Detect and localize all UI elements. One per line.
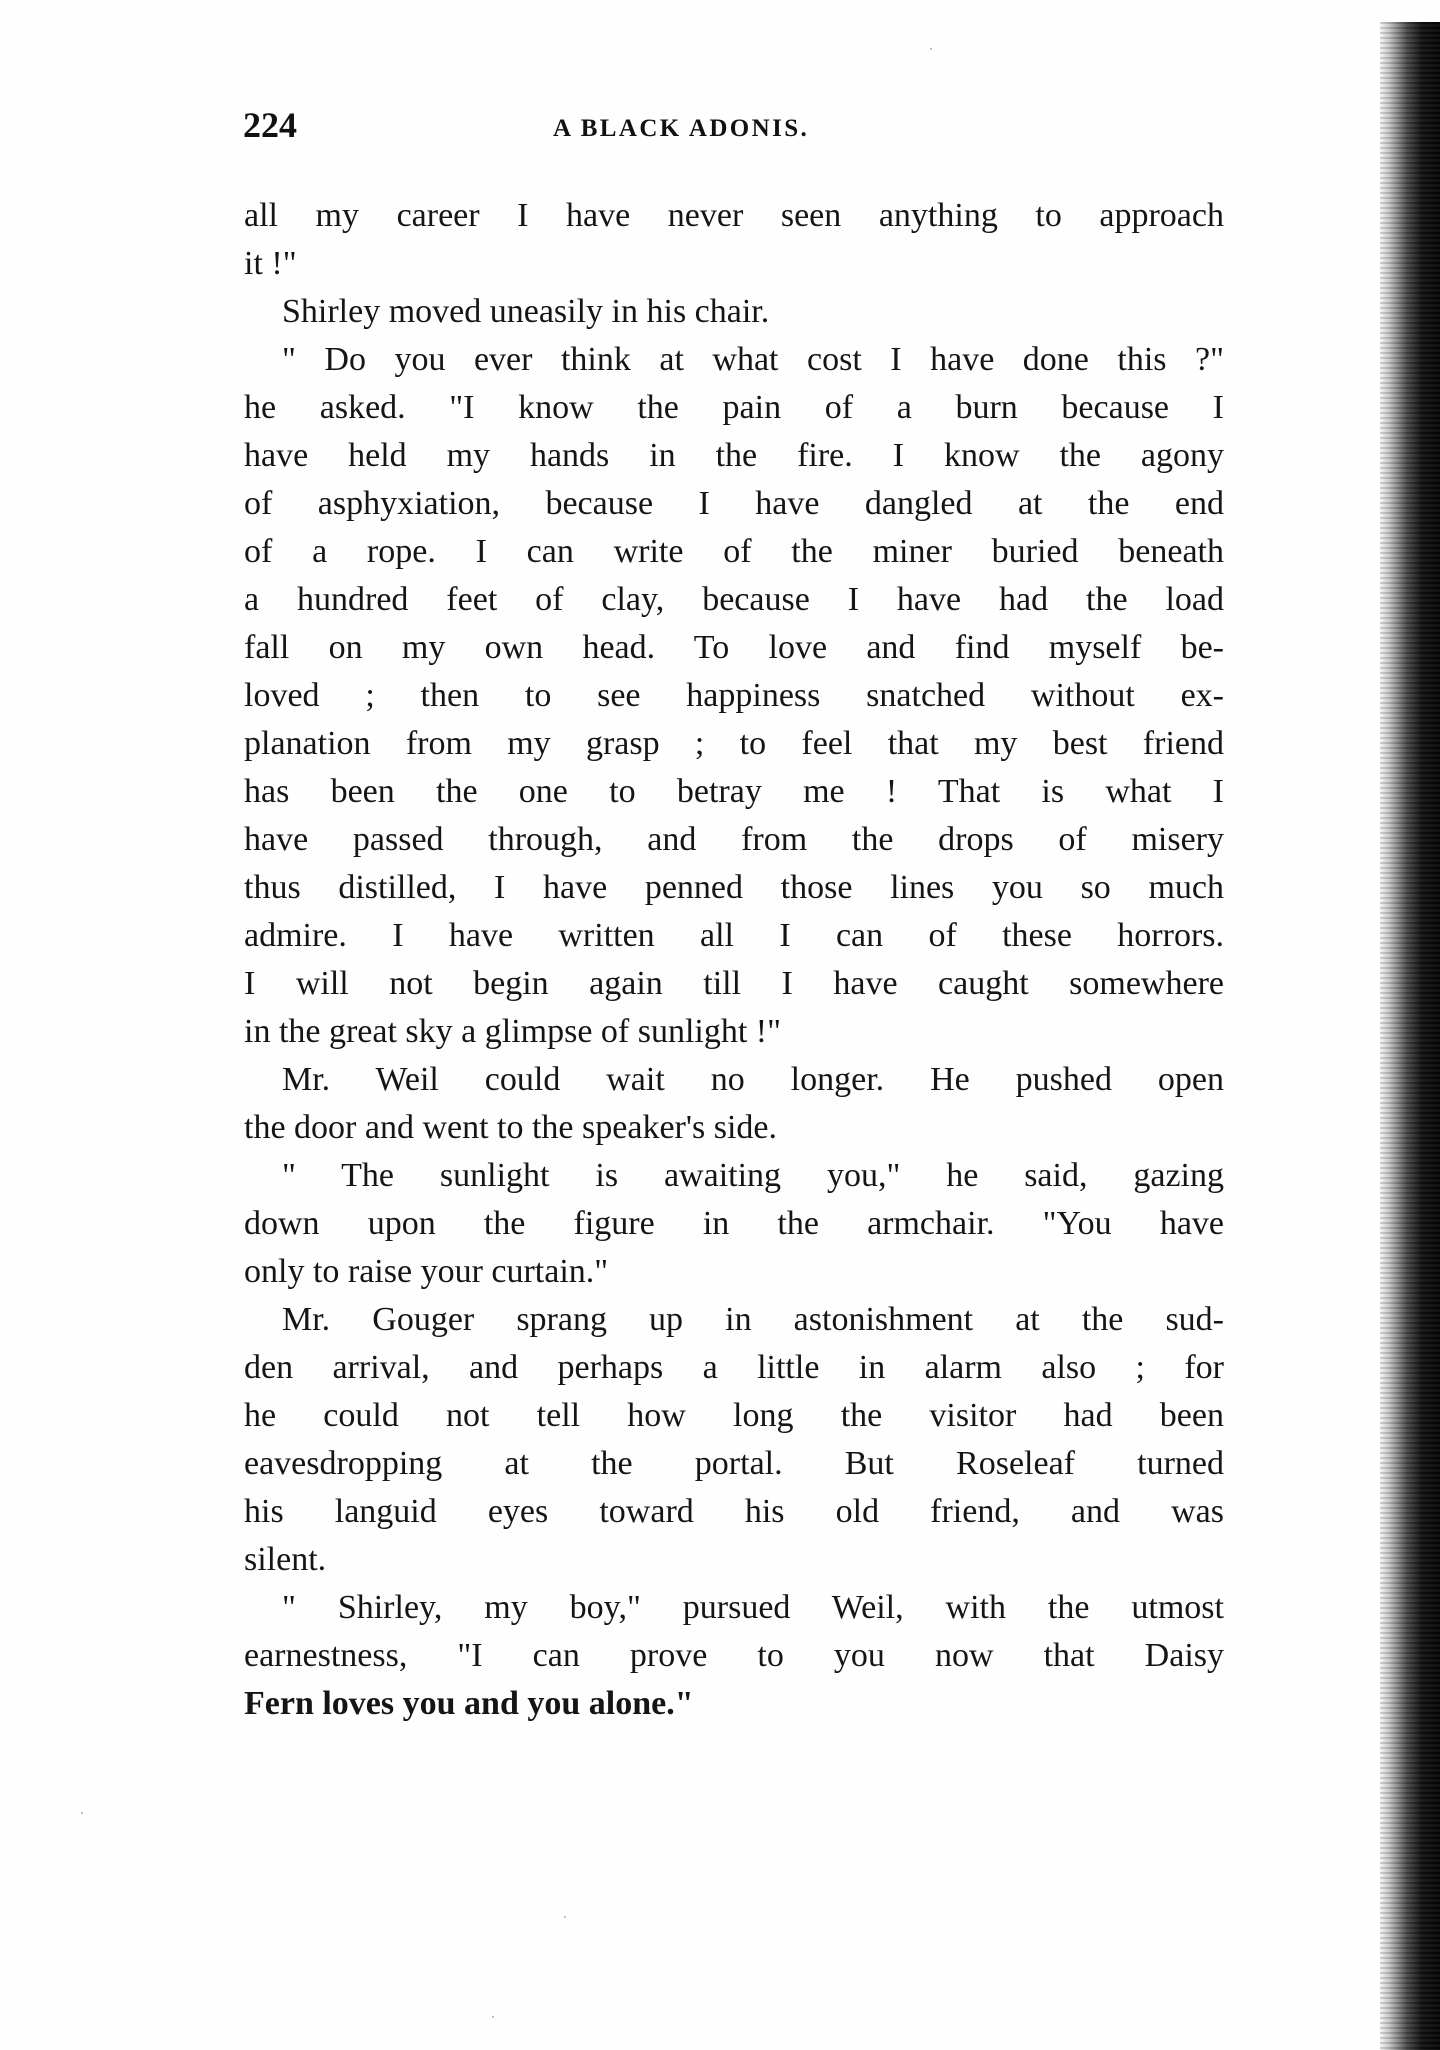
text-line-14: have passed through, and from the drops of misery xyxy=(244,821,1224,858)
paper-speck xyxy=(492,2016,494,2018)
text-line-10: fall on my own head. To love and find myself be- xyxy=(244,629,1224,666)
text-line-27: eavesdropping at the portal. But Roseleaf turned xyxy=(244,1445,1224,1482)
paper-speck xyxy=(81,1812,83,1814)
text-line-1: all my career I have never seen anything to approach xyxy=(244,197,1224,234)
text-line-11: loved ; then to see happiness snatched without ex- xyxy=(244,677,1224,714)
text-line-5: he asked. "I know the pain of a burn because I xyxy=(244,389,1224,426)
text-line-25: den arrival, and perhaps a little in alarm also ; for xyxy=(244,1349,1224,1386)
text-line-32: Fern loves you and you alone." xyxy=(244,1685,694,1722)
text-line-15: thus distilled, I have penned those lines you so much xyxy=(244,869,1224,906)
text-line-21: " The sunlight is awaiting you," he said, gazing xyxy=(282,1157,1224,1194)
running-head xyxy=(243,103,1225,155)
text-line-24: Mr. Gouger sprang up in astonishment at the sud- xyxy=(282,1301,1224,1338)
text-line-19: Mr. Weil could wait no longer. He pushed open xyxy=(282,1061,1224,1098)
text-line-7: of asphyxiation, because I have dangled at the end xyxy=(244,485,1224,522)
text-line-20: the door and went to the speaker's side. xyxy=(244,1109,777,1146)
text-line-4: " Do you ever think at what cost I have done this ?" xyxy=(282,341,1224,378)
text-line-31: earnestness, "I can prove to you now that Daisy xyxy=(244,1637,1224,1674)
text-line-17: I will not begin again till I have caught somewhere xyxy=(244,965,1224,1002)
page-binding-shadow xyxy=(1380,22,1440,2050)
book-title-header: A BLACK ADONIS. xyxy=(553,115,810,142)
text-line-2: it !" xyxy=(244,245,297,282)
text-line-12: planation from my grasp ; to feel that my best friend xyxy=(244,725,1224,762)
text-line-18: in the great sky a glimpse of sunlight !" xyxy=(244,1013,782,1050)
text-line-9: a hundred feet of clay, because I have had the load xyxy=(244,581,1224,618)
text-line-16: admire. I have written all I can of these horrors. xyxy=(244,917,1224,954)
text-line-22: down upon the figure in the armchair. "You have xyxy=(244,1205,1224,1242)
paper-speck xyxy=(930,48,932,50)
text-line-3: Shirley moved uneasily in his chair. xyxy=(282,293,770,330)
page-number: 224 xyxy=(243,105,297,145)
text-line-6: have held my hands in the fire. I know the agony xyxy=(244,437,1224,474)
text-line-28: his languid eyes toward his old friend, and was xyxy=(244,1493,1224,1530)
paper-speck xyxy=(564,1916,566,1918)
text-line-23: only to raise your curtain." xyxy=(244,1253,609,1290)
text-line-30: " Shirley, my boy," pursued Weil, with the utmost xyxy=(282,1589,1224,1626)
page-text xyxy=(244,192,1224,1732)
text-line-8: of a rope. I can write of the miner buried beneath xyxy=(244,533,1224,570)
text-line-13: has been the one to betray me ! That is what I xyxy=(244,773,1224,810)
text-line-26: he could not tell how long the visitor had been xyxy=(244,1397,1224,1434)
text-line-29: silent. xyxy=(244,1541,327,1578)
